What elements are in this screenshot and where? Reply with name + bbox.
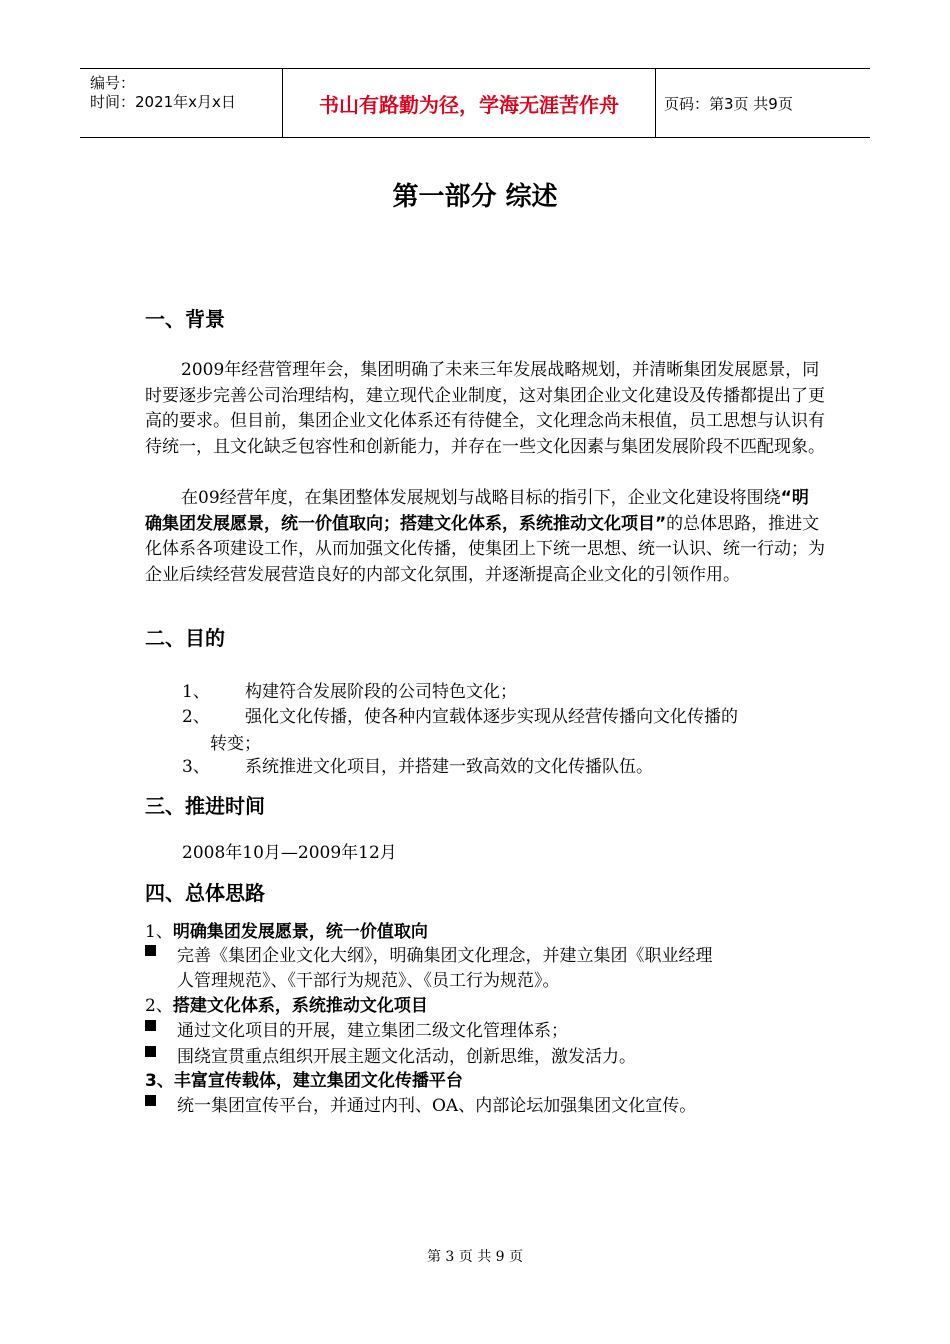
square-bullet-icon — [145, 1046, 156, 1057]
section-heading-approach: 四、总体思路 — [145, 881, 265, 905]
section-heading-purpose: 二、目的 — [145, 626, 225, 650]
purpose-item-number: 3、 — [182, 757, 210, 777]
header-meta — [80, 69, 282, 137]
page-title: 第一部分 综述 — [392, 182, 558, 212]
page-footer: 第 3 页 共 9 页 — [426, 1249, 524, 1265]
approach-sub1-number: 1、 — [145, 922, 173, 942]
approach-subheading-3 — [145, 1066, 463, 1091]
bullet-text: 完善《集团企业文化大纲》，明确集团文化理念，并建立集团《职业经理 — [177, 946, 713, 966]
bullet-text-continuation: 人管理规范》、《干部行为规范》、《员工行为规范》。 — [177, 971, 560, 991]
background-p2-text-a: 在09经营年度，在集团整体发展规划与战略目标的指引下，企业文化建设将围绕 — [181, 488, 781, 508]
background-paragraph-1 — [145, 358, 825, 460]
purpose-item-number: 1、 — [182, 682, 210, 702]
bullet-text: 统一集团宣传平台，并通过内刊、OA、内部论坛加强集团文化宣传。 — [177, 1096, 697, 1116]
square-bullet-icon — [145, 1020, 156, 1031]
purpose-item-number: 2、 — [182, 707, 210, 727]
number-label: 编号： — [90, 74, 136, 92]
bullet-text: 围绕宣贯重点组织开展主题文化活动，创新思维，激发活力。 — [177, 1047, 636, 1067]
header-page-info: 页码：第3页 共9页 — [664, 94, 793, 113]
time-label: 时间：2021年x月x日 — [90, 93, 236, 111]
purpose-item-text: 强化文化传播，使各种内宣载体逐步实现从经营传播向文化传播的 — [245, 707, 738, 727]
background-p1-text: 2009年经营管理年会，集团明确了未来三年发展战略规划，并清晰集团发展愿景，同时要逐步完善公司治理结构，建立现代企业制度，这对集团企业文化建设及传播都提出了更高的要求。但目前，集团企业文化体系还有待健全，文化理念尚未根值，员工思想与认识有待统一，且文化缺乏包容性和创新能力，并存在一些文化因素与集团发展阶段不匹配现象。 — [145, 360, 825, 457]
header-motto: 书山有路勤为径，学海无涯苦作舟 — [282, 69, 656, 137]
section-heading-timeline: 三、推进时间 — [145, 794, 265, 818]
approach-sub3-text: 3、丰富宣传载体，建立集团文化传播平台 — [145, 1071, 463, 1091]
timeline-text: 2008年10月—2009年12月 — [182, 843, 397, 863]
bullet-text: 通过文化项目的开展，建立集团二级文化管理体系； — [177, 1021, 568, 1041]
purpose-item-2-continuation: 转变； — [210, 734, 261, 754]
background-paragraph-2 — [145, 486, 825, 588]
approach-sub1-text: 明确集团发展愿景，统一价值取向 — [172, 922, 428, 942]
square-bullet-icon — [145, 945, 156, 956]
background-p2-bold: “明确集团发展愿景，统一价值取向；搭建文化体系，系统推动文化项目” — [145, 488, 809, 534]
approach-sub2-text: 搭建文化体系，系统推动文化项目 — [172, 996, 428, 1016]
purpose-item-text: 构建符合发展阶段的公司特色文化； — [245, 682, 517, 702]
section-heading-background: 一、背景 — [145, 307, 225, 331]
approach-sub2-number: 2、 — [145, 996, 173, 1016]
square-bullet-icon — [145, 1095, 156, 1106]
approach-subheading-1 — [145, 917, 428, 942]
page-header — [80, 68, 870, 138]
background-p2-text-b: 的总体思路，推进文化体系各项建设工作，从而加强文化传播，使集团上下统一思想、统一认识、统一行动；为企业后续经营发展营造良好的内部文化氛围，并逐渐提高企业文化的引领作用。 — [145, 513, 825, 585]
purpose-item-text: 系统推进文化项目，并搭建一致高效的文化传播队伍。 — [245, 757, 653, 777]
approach-subheading-2 — [145, 991, 428, 1016]
